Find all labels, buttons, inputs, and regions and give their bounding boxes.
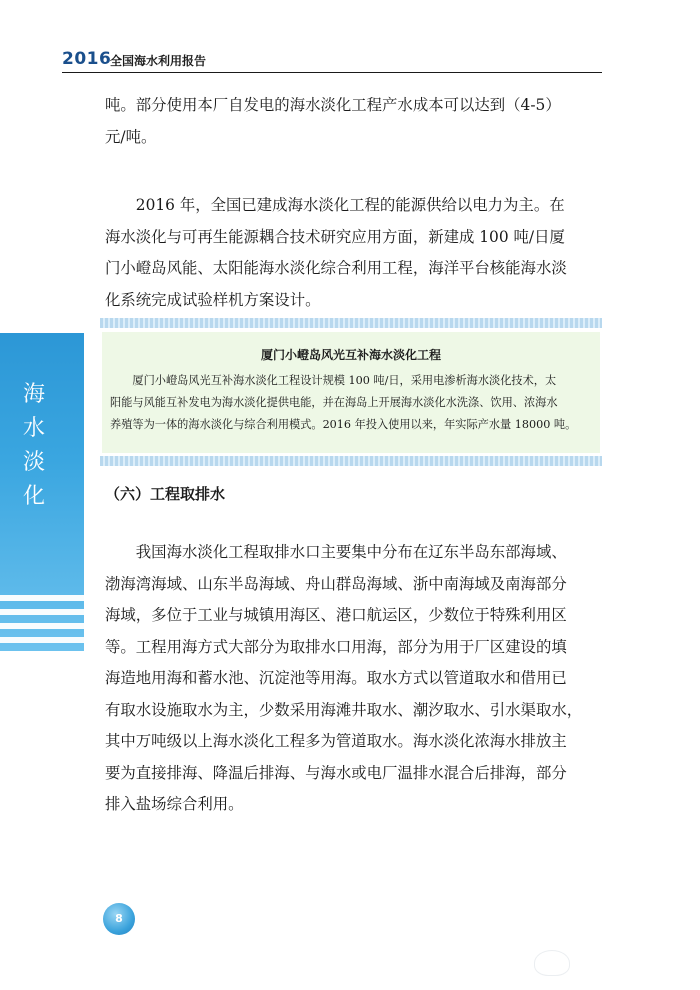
case-study-title: 厦门小嶝岛风光互补海水淡化工程 xyxy=(260,348,441,362)
text-line: 其中万吨级以上海水淡化工程多为管道取水。海水淡化浓海水排放主 xyxy=(105,732,567,750)
paragraph-energy xyxy=(105,190,603,316)
case-study-box xyxy=(100,318,602,466)
chapter-char: 水 xyxy=(22,416,45,441)
chapter-char: 海 xyxy=(22,382,45,407)
text-line: 海域，多位于工业与城镇用海区、港口航运区，少数位于特殊利用区 xyxy=(105,606,567,624)
box-bottom-bar xyxy=(100,456,602,466)
report-year: 2016 xyxy=(62,49,112,69)
chapter-side-tab xyxy=(0,333,84,651)
text-line: 海水淡化与可再生能源耦合技术研究应用方面，新建成 100 吨/日厦 xyxy=(105,227,565,246)
text-line: 吨。部分使用本厂自发电的海水淡化工程产水成本可以达到（4-5） xyxy=(105,96,561,114)
text-line: 渤海湾海域、山东半岛海域、舟山群岛海域、浙中南海域及南海部分 xyxy=(105,574,567,593)
chapter-char: 化 xyxy=(22,484,45,509)
text-line: 厦门小嶝岛风光互补海水淡化工程设计规模 100 吨/日，采用电渗析海水淡化技术，太 xyxy=(110,374,557,387)
box-top-bar xyxy=(100,318,602,328)
text-line: 元/吨。 xyxy=(105,127,157,146)
text-line: 要为直接排海、降温后排海、与海水或电厂温排水混合后排海，部分 xyxy=(105,763,567,782)
text-line: 排入盐场综合利用。 xyxy=(105,795,244,813)
paragraph-intake-discharge xyxy=(105,537,603,821)
text-line: 阳能与风能互补发电为海水淡化提供电能，并在海岛上开展海水淡化水洗涤、饮用、浓海水 xyxy=(110,396,558,409)
page-header xyxy=(62,48,602,73)
case-study-text xyxy=(110,370,598,436)
text-line: 海造地用海和蓄水池、沉淀池等用海。取水方式以管道取水和借用已 xyxy=(105,669,567,687)
watermark-logo-icon xyxy=(534,950,570,976)
text-line: 我国海水淡化工程取排水口主要集中分布在辽东半岛东部海域、 xyxy=(105,543,567,561)
decorative-stripes xyxy=(0,595,84,651)
report-title: 全国海水利用报告 xyxy=(110,54,207,68)
chapter-char: 淡 xyxy=(22,450,45,475)
section-heading: （六）工程取排水 xyxy=(105,485,226,503)
page-number: 8 xyxy=(103,903,135,935)
text-line: 有取水设施取水为主，少数采用海滩井取水、潮汐取水、引水渠取水， xyxy=(105,700,583,719)
text-line: 化系统完成试验样机方案设计。 xyxy=(105,290,321,309)
text-line: 等。工程用海方式大部分为取排水口用海，部分为用于厂区建设的填 xyxy=(105,637,567,656)
case-study-panel xyxy=(102,332,600,453)
text-line: 2016 年，全国已建成海水淡化工程的能源供给以电力为主。在 xyxy=(105,196,565,214)
chapter-label xyxy=(0,378,68,514)
paragraph-cost xyxy=(105,90,603,153)
text-line: 养殖等为一体的海水淡化与综合利用模式。2016 年投入使用以来，年实际产水量 18000 吨。 xyxy=(110,418,577,431)
text-line: 门小嶝岛风能、太阳能海水淡化综合利用工程，海洋平台核能海水淡 xyxy=(105,259,567,277)
